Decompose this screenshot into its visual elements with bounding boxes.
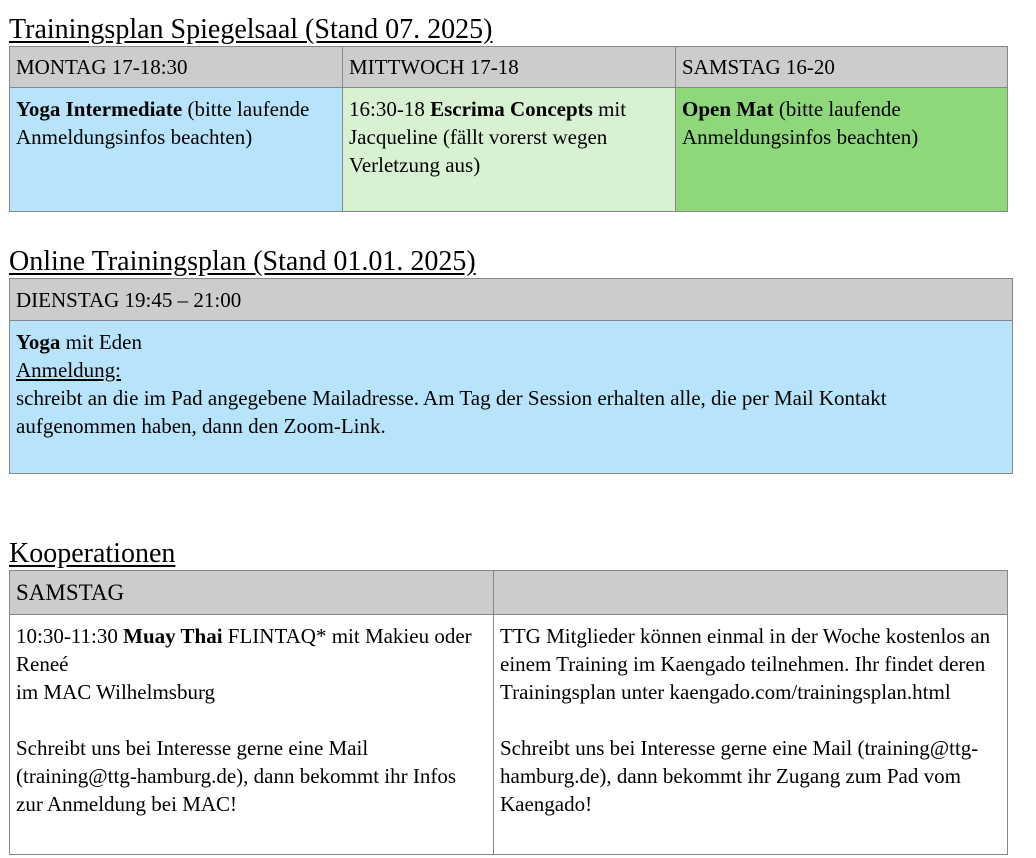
class-note-montag: (bitte laufende Anmeldungsinfos beachten) [16,97,310,149]
section-title-spiegelsaal: Trainingsplan Spiegelsaal (Stand 07. 2025) [9,14,493,45]
cell-samstag [676,88,1008,212]
cell-kooperation-kaengado [494,615,1008,855]
header-samstag: SAMSTAG 16-20 [676,47,1008,88]
online-schedule-table [9,278,1013,474]
header-dienstag: DIENSTAG 19:45 – 21:00 [10,279,1013,321]
class-note-muay-thai: FLINTAQ* mit Makieu oder Reneé [16,624,472,676]
class-instructor-yoga: mit Eden [60,330,142,354]
section-title-kooperationen: Kooperationen [9,538,176,569]
cell-montag [10,88,343,212]
kaengado-contact-text: Schreibt uns bei Interesse gerne eine Mail (training@ttg-hamburg.de), dann bekommt ihr Zugang zum Pad vom Kaengado! [500,736,979,816]
header-montag: MONTAG 17-18:30 [10,47,343,88]
cell-mittwoch [343,88,676,212]
spiegelsaal-schedule-table [9,46,1008,212]
class-note-samstag: (bitte laufende Anmeldungsinfos beachten) [682,97,919,149]
cell-kooperation-mac [10,615,494,855]
mac-contact-text: Schreibt uns bei Interesse gerne eine Mail (training@ttg-hamburg.de), dann bekommt ihr Infos zur Anmeldung bei MAC! [16,736,457,816]
signup-text: schreibt an die im Pad angegebene Mailadresse. Am Tag der Session erhalten alle, die per Mail Kontakt aufgenommen haben, dann den Zoom-Link. [16,386,887,438]
section-title-online: Online Trainingsplan (Stand 01.01. 2025) [9,246,476,277]
class-name-open-mat: Open Mat [682,97,774,121]
class-time-mittwoch: 16:30-18 [349,97,431,121]
location-mac: im MAC Wilhelmsburg [16,680,216,704]
class-name-escrima: Escrima Concepts [430,97,593,121]
header-mittwoch: MITTWOCH 17-18 [343,47,676,88]
class-time-muay-thai: 10:30-11:30 [16,624,124,648]
class-note-mittwoch: mit Jacqueline (fällt vorerst wegen Verletzung aus) [349,97,627,177]
cell-dienstag [10,321,1013,474]
kaengado-info-text: TTG Mitglieder können einmal in der Woche kostenlos an einem Training im Kaengado teilnehmen. Ihr findet deren Trainingsplan unter kaengado.com/trainingsplan.html [500,624,991,704]
header-kooperation-blank [494,571,1008,615]
class-name-yoga: Yoga [16,330,61,354]
class-name-yoga-intermediate: Yoga Intermediate [16,97,183,121]
signup-label: Anmeldung: [16,358,121,382]
class-name-muay-thai: Muay Thai [123,624,223,648]
kooperationen-table [9,570,1008,855]
header-kooperation-samstag: SAMSTAG [10,571,494,615]
